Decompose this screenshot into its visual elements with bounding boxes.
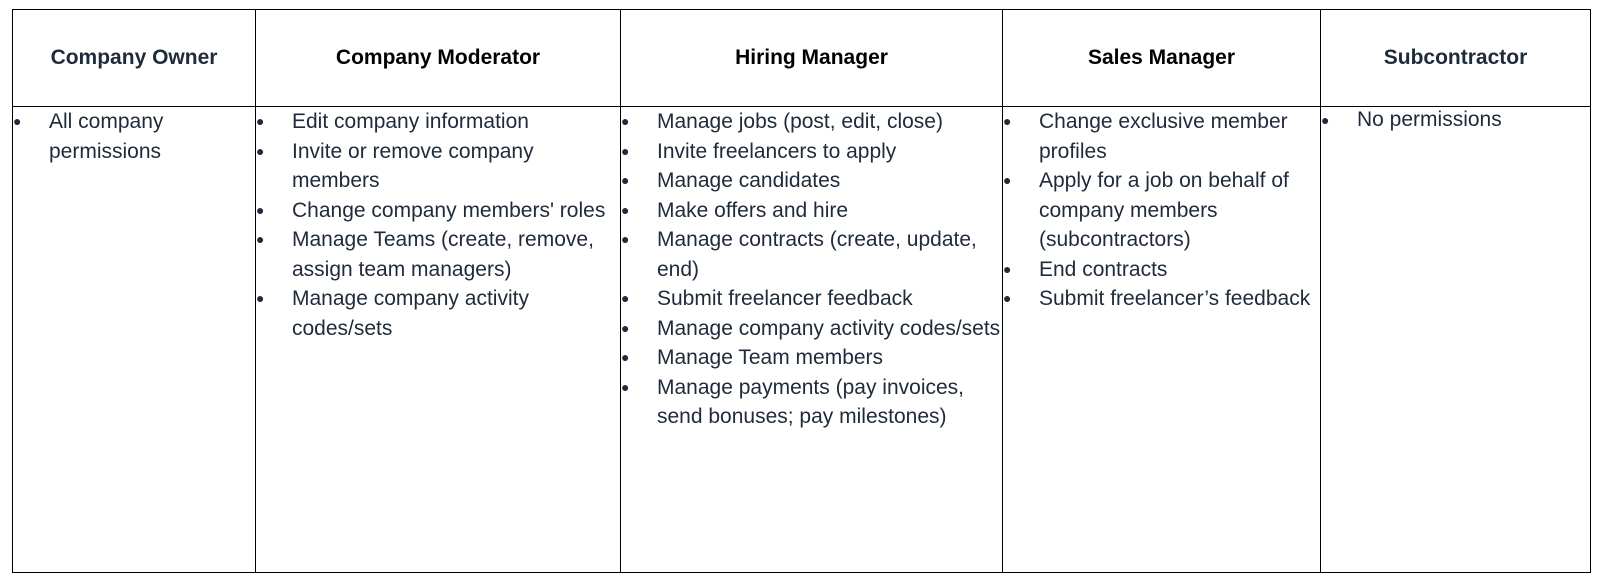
list-item: ● No permissions	[1321, 107, 1590, 133]
list-item: ● Apply for a job on behalf of company members (subcontractors)	[1003, 166, 1320, 255]
list-item: ● Change exclusive member profiles	[1003, 107, 1320, 166]
cell-subcontractor	[1321, 107, 1591, 573]
list-item: ● Edit company information	[256, 107, 620, 137]
header-sales-manager: Sales Manager	[1003, 10, 1321, 107]
list-item: ● Manage payments (pay invoices, send bonuses; pay milestones)	[621, 373, 1002, 432]
permission-list-company-owner	[13, 107, 255, 166]
cell-company-moderator	[256, 107, 621, 573]
header-company-moderator: Company Moderator	[256, 10, 621, 107]
permission-list-hiring-manager	[621, 107, 1002, 432]
cell-hiring-manager	[621, 107, 1003, 573]
list-item: ● Change company members' roles	[256, 196, 620, 226]
list-item: ● End contracts	[1003, 255, 1320, 285]
cell-sales-manager	[1003, 107, 1321, 573]
permission-list-company-moderator	[256, 107, 620, 343]
header-hiring-manager: Hiring Manager	[621, 10, 1003, 107]
roles-permissions-table	[12, 9, 1591, 573]
list-item: ● Manage company activity codes/sets	[621, 314, 1002, 344]
header-row	[13, 10, 1591, 107]
header-company-owner: Company Owner	[13, 10, 256, 107]
permission-list-sales-manager	[1003, 107, 1320, 314]
list-item: ● Submit freelancer feedback	[621, 284, 1002, 314]
list-item: ● Manage Teams (create, remove, assign team managers)	[256, 225, 620, 284]
cell-company-owner	[13, 107, 256, 573]
list-item: ● Manage candidates	[621, 166, 1002, 196]
permission-list-subcontractor	[1321, 107, 1590, 133]
list-item: ● Manage contracts (create, update, end)	[621, 225, 1002, 284]
list-item: ● Make offers and hire	[621, 196, 1002, 226]
list-item: ● Invite or remove company members	[256, 137, 620, 196]
header-subcontractor: Subcontractor	[1321, 10, 1591, 107]
list-item: ● All company permissions	[13, 107, 255, 166]
list-item: ● Manage company activity codes/sets	[256, 284, 620, 343]
list-item: ● Manage jobs (post, edit, close)	[621, 107, 1002, 137]
list-item: ● Invite freelancers to apply	[621, 137, 1002, 167]
list-item: ● Submit freelancer’s feedback	[1003, 284, 1320, 314]
list-item: ● Manage Team members	[621, 343, 1002, 373]
permissions-row	[13, 107, 1591, 573]
